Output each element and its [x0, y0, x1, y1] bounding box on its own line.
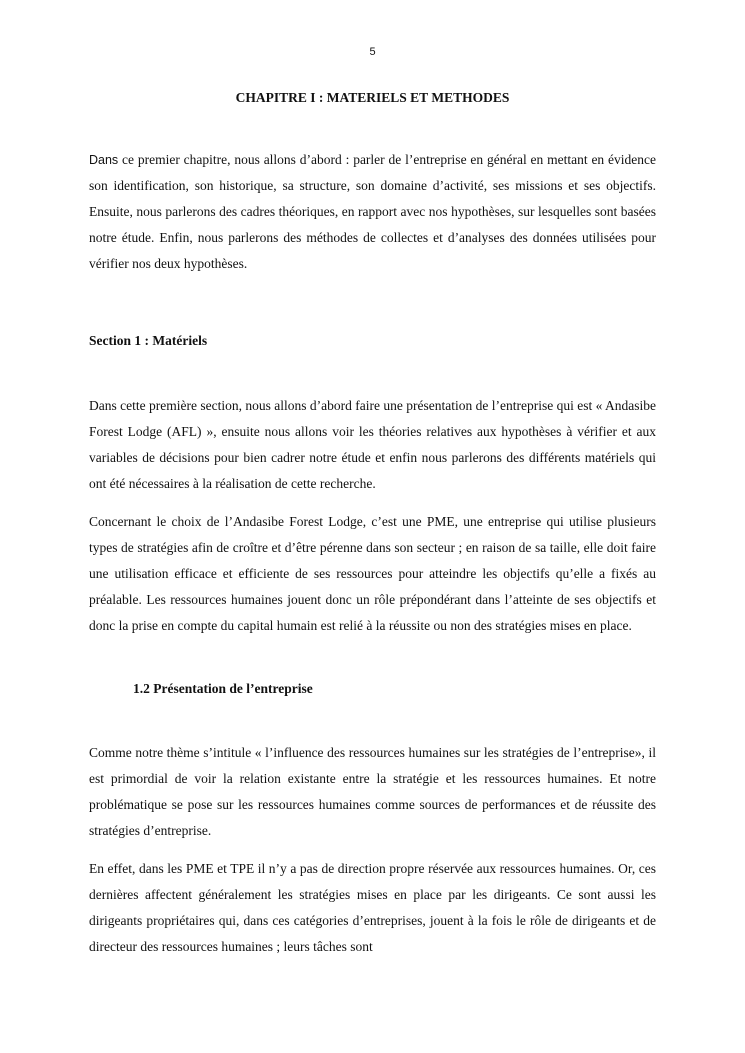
subsection-paragraph-1: Comme notre thème s’intitule « l’influence des ressources humaines sur les stratégies de l’entreprise», il est primordial de voir la relation existante entre la stratégie et les ressources humaines. Et notre problématique se pose sur les ressources humaines comme sources de performances et de réussite des stratégies d’entreprise. [89, 745, 656, 838]
section-paragraph-2: Concernant le choix de l’Andasibe Forest Lodge, c’est une PME, une entreprise qui utilise plusieurs types de stratégies afin de croître et d’être pérenne dans son secteur ; en raison de sa taille, elle doit faire une utilisation efficace et efficiente de ses ressources pour atteindre les objectifs qu’elle a fixés au préalable. Les ressources humaines jouent donc un rôle prépondérant dans l’atteinte de ses objectifs et donc la prise en compte du capital humain est relié à la réussite ou non des stratégies mises en place. [89, 514, 656, 633]
page-number: 5 [369, 46, 376, 58]
intro-text: ce premier chapitre, nous allons d’abord : parler de l’entreprise en général en mettant en évidence son identification, son historique, sa structure, son domaine d’activité, ses missions et ses objectifs. Ensuite, nous parlerons des cadres théoriques, en rapport avec nos hypothèses, sur lesquelles sont basées notre étude. Enfin, nous parlerons des méthodes de collectes et d’analyses des données utilisées pour vérifier nos deux hypothèses. [89, 152, 656, 271]
intro-first-word: Dans [89, 153, 119, 167]
section-paragraph-1: Dans cette première section, nous allons d’abord faire une présentation de l’entreprise qui est « Andasibe Forest Lodge (AFL) », ensuite nous allons voir les théories relatives aux hypothèses à vérifier et aux variables de décisions pour bien cadrer notre étude et enfin nous parlerons des différents matériels qui ont été nécessaires à la réalisation de cette recherche. [89, 398, 656, 491]
subsection-paragraph-2: En effet, dans les PME et TPE il n’y a pas de direction propre réservée aux ressources humaines. Or, ces dernières affectent généralement les stratégies mises en place par les dirigeants. Ce sont aussi les dirigeants propriétaires qui, dans ces catégories d’entreprises, jouent à la fois le rôle de dirigeants et de directeur des ressources humaines ; leurs tâches sont [89, 861, 656, 954]
intro-paragraph [89, 147, 656, 277]
subsection-heading: 1.2 Présentation de l’entreprise [133, 681, 313, 696]
section-heading: Section 1 : Matériels [89, 333, 208, 348]
chapter-title: CHAPITRE I : MATERIELS ET METHODES [235, 90, 510, 105]
